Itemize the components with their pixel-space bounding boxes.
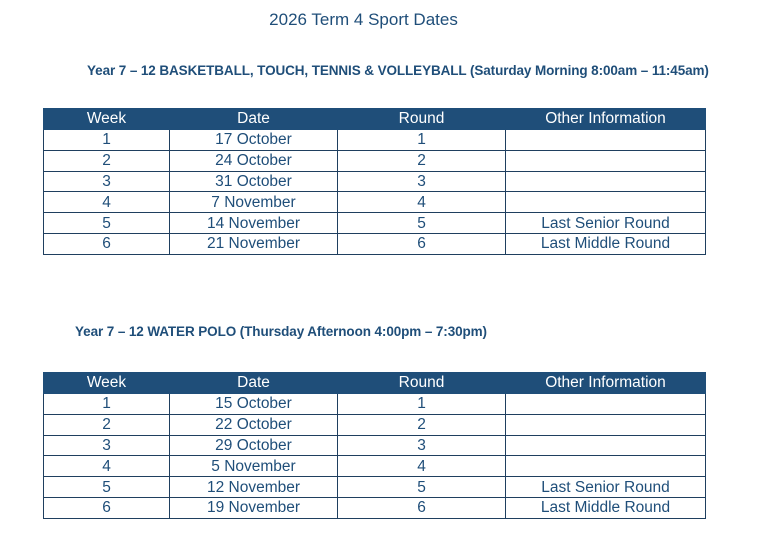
- column-header-date: Date: [170, 109, 338, 130]
- cell-date: 24 October: [170, 150, 338, 171]
- cell-info: [506, 414, 706, 435]
- cell-date: 7 November: [170, 192, 338, 213]
- cell-week: 3: [44, 435, 170, 456]
- table-row: [44, 435, 706, 456]
- column-header-date: Date: [170, 373, 338, 394]
- cell-round: 6: [338, 497, 506, 518]
- cell-date: 14 November: [170, 213, 338, 234]
- section-heading-water-polo: Year 7 – 12 WATER POLO (Thursday Afternoon 4:00pm – 7:30pm): [75, 324, 487, 339]
- cell-info: [506, 192, 706, 213]
- column-header-week: Week: [44, 373, 170, 394]
- cell-date: 29 October: [170, 435, 338, 456]
- column-header-round: Round: [338, 109, 506, 130]
- cell-info: [506, 150, 706, 171]
- cell-info: Last Middle Round: [506, 233, 706, 254]
- table-row: [44, 233, 706, 254]
- cell-round: 1: [338, 130, 506, 151]
- table-row: [44, 456, 706, 477]
- cell-round: 4: [338, 456, 506, 477]
- cell-date: 31 October: [170, 171, 338, 192]
- cell-round: 6: [338, 233, 506, 254]
- section-heading-basketball: Year 7 – 12 BASKETBALL, TOUCH, TENNIS & VOLLEYBALL (Saturday Morning 8:00am – 11:45am): [87, 63, 709, 78]
- table-row: [44, 414, 706, 435]
- cell-info: [506, 435, 706, 456]
- cell-week: 1: [44, 130, 170, 151]
- cell-week: 4: [44, 192, 170, 213]
- schedule-table-water-polo: [43, 372, 706, 519]
- cell-info: [506, 130, 706, 151]
- table-header-row: [44, 373, 706, 394]
- cell-info: Last Middle Round: [506, 497, 706, 518]
- page-title: [0, 10, 771, 30]
- cell-week: 1: [44, 394, 170, 415]
- cell-round: 1: [338, 394, 506, 415]
- table-row: [44, 192, 706, 213]
- column-header-round: Round: [338, 373, 506, 394]
- cell-round: 3: [338, 435, 506, 456]
- cell-info: Last Senior Round: [506, 477, 706, 498]
- cell-info: Last Senior Round: [506, 213, 706, 234]
- table-row: [44, 477, 706, 498]
- cell-week: 5: [44, 213, 170, 234]
- schedule-table-basketball: [43, 108, 706, 255]
- cell-date: 21 November: [170, 233, 338, 254]
- cell-round: 2: [338, 414, 506, 435]
- cell-info: [506, 171, 706, 192]
- table-header-row: [44, 109, 706, 130]
- cell-date: 15 October: [170, 394, 338, 415]
- cell-info: [506, 456, 706, 477]
- column-header-other-information: Other Information: [506, 373, 706, 394]
- table-row: [44, 213, 706, 234]
- cell-week: 6: [44, 233, 170, 254]
- cell-round: 3: [338, 171, 506, 192]
- table-row: [44, 394, 706, 415]
- column-header-week: Week: [44, 109, 170, 130]
- column-header-other-information: Other Information: [506, 109, 706, 130]
- table-row: [44, 150, 706, 171]
- cell-week: 3: [44, 171, 170, 192]
- table-row: [44, 497, 706, 518]
- cell-week: 2: [44, 414, 170, 435]
- cell-round: 5: [338, 477, 506, 498]
- cell-info: [506, 394, 706, 415]
- cell-round: 4: [338, 192, 506, 213]
- cell-round: 2: [338, 150, 506, 171]
- table-row: [44, 130, 706, 151]
- cell-week: 4: [44, 456, 170, 477]
- cell-date: 12 November: [170, 477, 338, 498]
- cell-round: 5: [338, 213, 506, 234]
- page-title-text: 2026 Term 4 Sport Dates: [269, 10, 458, 29]
- cell-week: 2: [44, 150, 170, 171]
- cell-date: 19 November: [170, 497, 338, 518]
- cell-week: 5: [44, 477, 170, 498]
- table-row: [44, 171, 706, 192]
- cell-date: 5 November: [170, 456, 338, 477]
- cell-week: 6: [44, 497, 170, 518]
- cell-date: 22 October: [170, 414, 338, 435]
- cell-date: 17 October: [170, 130, 338, 151]
